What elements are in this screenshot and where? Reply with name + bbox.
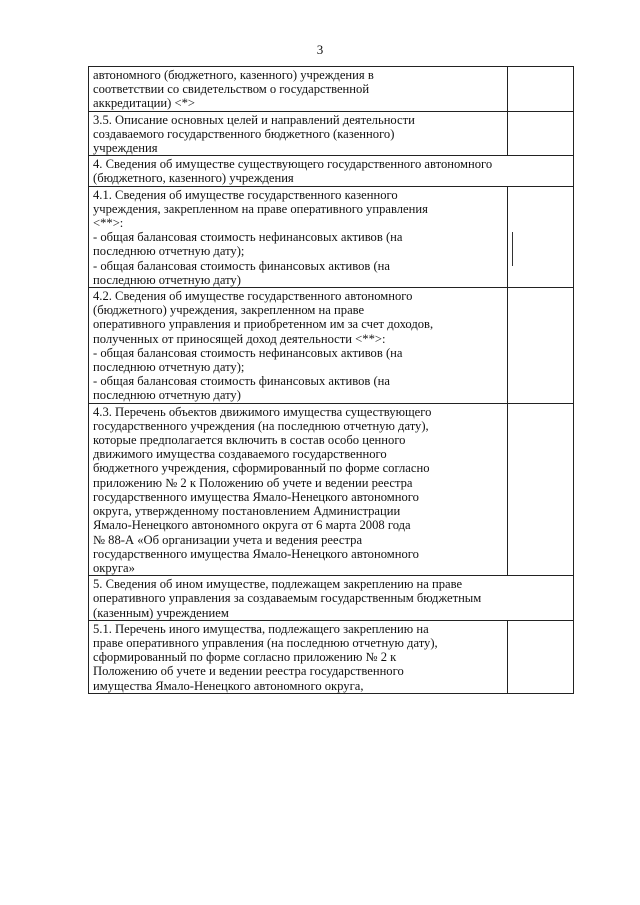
form-row-text-line: (бюджетного) учреждения, закрепленном на праве [93, 303, 365, 318]
form-row-text-line: (бюджетного, казенного) учреждения [93, 171, 294, 186]
form-row-text-line: полученных от приносящей доход деятельности <**>: [93, 331, 386, 346]
form-row-label-cell [89, 288, 508, 404]
form-row-text-line: <**>: [93, 216, 124, 231]
form-row [89, 576, 574, 621]
form-row-text-line: имущества Ямало-Ненецкого автономного округа, [93, 678, 364, 693]
form-row-text-line: - общая балансовая стоимость финансовых активов (на [93, 374, 390, 389]
form-row-text-line: 3.5. Описание основных целей и направлений деятельности [93, 112, 415, 127]
form-row [89, 288, 574, 404]
form-row-text-line: сформированный по форме согласно приложению № 2 к [93, 650, 397, 665]
form-row-text-line: движимого имущества создаваемого государственного [93, 447, 387, 462]
form-row-text-line: государственного имущества Ямало-Ненецкого автономного [93, 489, 419, 504]
form-row-label-cell [89, 67, 508, 112]
page-number: 3 [316, 42, 324, 57]
form-row-text-line: 4.1. Сведения об имуществе государственного казенного [93, 187, 398, 202]
form-row [89, 620, 574, 693]
form-row-label-cell [89, 576, 574, 621]
form-row-label-cell [89, 186, 508, 287]
form-row [89, 111, 574, 156]
form-row [89, 156, 574, 186]
form-row-text-line: 5. Сведения об ином имуществе, подлежащем закреплению на праве [93, 577, 463, 592]
vertical-tick-mark [512, 232, 513, 266]
form-row [89, 403, 574, 575]
form-row-label-cell [89, 156, 574, 186]
form-row-text-line: последнюю отчетную дату); [93, 360, 245, 375]
form-row-text-line: которые предполагается включить в состав особо ценного [93, 433, 406, 448]
form-row-text-line: 4.3. Перечень объектов движимого имущества существующего [93, 404, 432, 419]
form-row-text-line: округа, утвержденному постановлением Администрации [93, 504, 401, 519]
form-row-text-line: 4.2. Сведения об имуществе государственного автономного [93, 289, 413, 304]
form-row-text-line: последнюю отчетную дату) [93, 388, 241, 403]
form-row-value-cell [508, 403, 574, 575]
form-row-text-line: соответствии со свидетельством о государственной [93, 82, 370, 97]
form-row [89, 186, 574, 287]
form-row-text-line: (казенным) учреждением [93, 605, 229, 620]
form-row-value-cell [508, 288, 574, 404]
form-row-text-line: 4. Сведения об имуществе существующего государственного автономного [93, 157, 493, 172]
form-row-text-line: создаваемого государственного бюджетного (казенного) [93, 126, 395, 141]
form-row-text-line: бюджетного учреждения, сформированный по форме согласно [93, 461, 430, 476]
form-row-label-cell [89, 620, 508, 693]
form-row-text-line: последнюю отчетную дату) [93, 272, 241, 287]
form-row-label-cell [89, 111, 508, 156]
form-table-body [89, 67, 574, 694]
form-row-text-line: № 88-А «Об организации учета и ведения реестра [93, 532, 363, 547]
form-row-text-line: приложению № 2 к Положению об учете и ведении реестра [93, 475, 413, 490]
form-row-value-cell [508, 67, 574, 112]
form-row-text-line: аккредитации) <*> [93, 96, 196, 111]
form-row-text-line: - общая балансовая стоимость нефинансовых активов (на [93, 230, 403, 245]
form-row-text-line: Положению об учете и ведении реестра государственного [93, 664, 404, 679]
form-table [88, 66, 574, 694]
form-row-text-line: оперативного управления за создаваемым государственным бюджетным [93, 591, 482, 606]
form-row-text-line: - общая балансовая стоимость нефинансовых активов (на [93, 345, 403, 360]
form-row-label-cell [89, 403, 508, 575]
form-row-value-cell [508, 186, 574, 287]
form-row-text-line: государственного учреждения (на последнюю отчетную дату), [93, 418, 429, 433]
form-row-text-line: округа» [93, 560, 135, 575]
form-row-text-line: праве оперативного управления (на последнюю отчетную дату), [93, 635, 438, 650]
form-row-text-line: последнюю отчетную дату); [93, 244, 245, 259]
form-row-text-line: учреждения [93, 141, 158, 156]
form-row-text-line: оперативного управления и приобретенном им за счет доходов, [93, 317, 434, 332]
form-row-text-line: 5.1. Перечень иного имущества, подлежащего закреплению на [93, 621, 429, 636]
form-row-text-line: государственного имущества Ямало-Ненецкого автономного [93, 546, 419, 561]
form-row-text-line: учреждения, закрепленном на праве оперативного управления [93, 201, 428, 216]
form-row-value-cell [508, 620, 574, 693]
form-row-value-cell [508, 111, 574, 156]
form-row-text-line: Ямало-Ненецкого автономного округа от 6 марта 2008 года [93, 518, 411, 533]
form-row-text-line: - общая балансовая стоимость финансовых активов (на [93, 258, 390, 273]
form-row [89, 67, 574, 112]
form-row-text-line: автономного (бюджетного, казенного) учреждения в [93, 68, 374, 82]
